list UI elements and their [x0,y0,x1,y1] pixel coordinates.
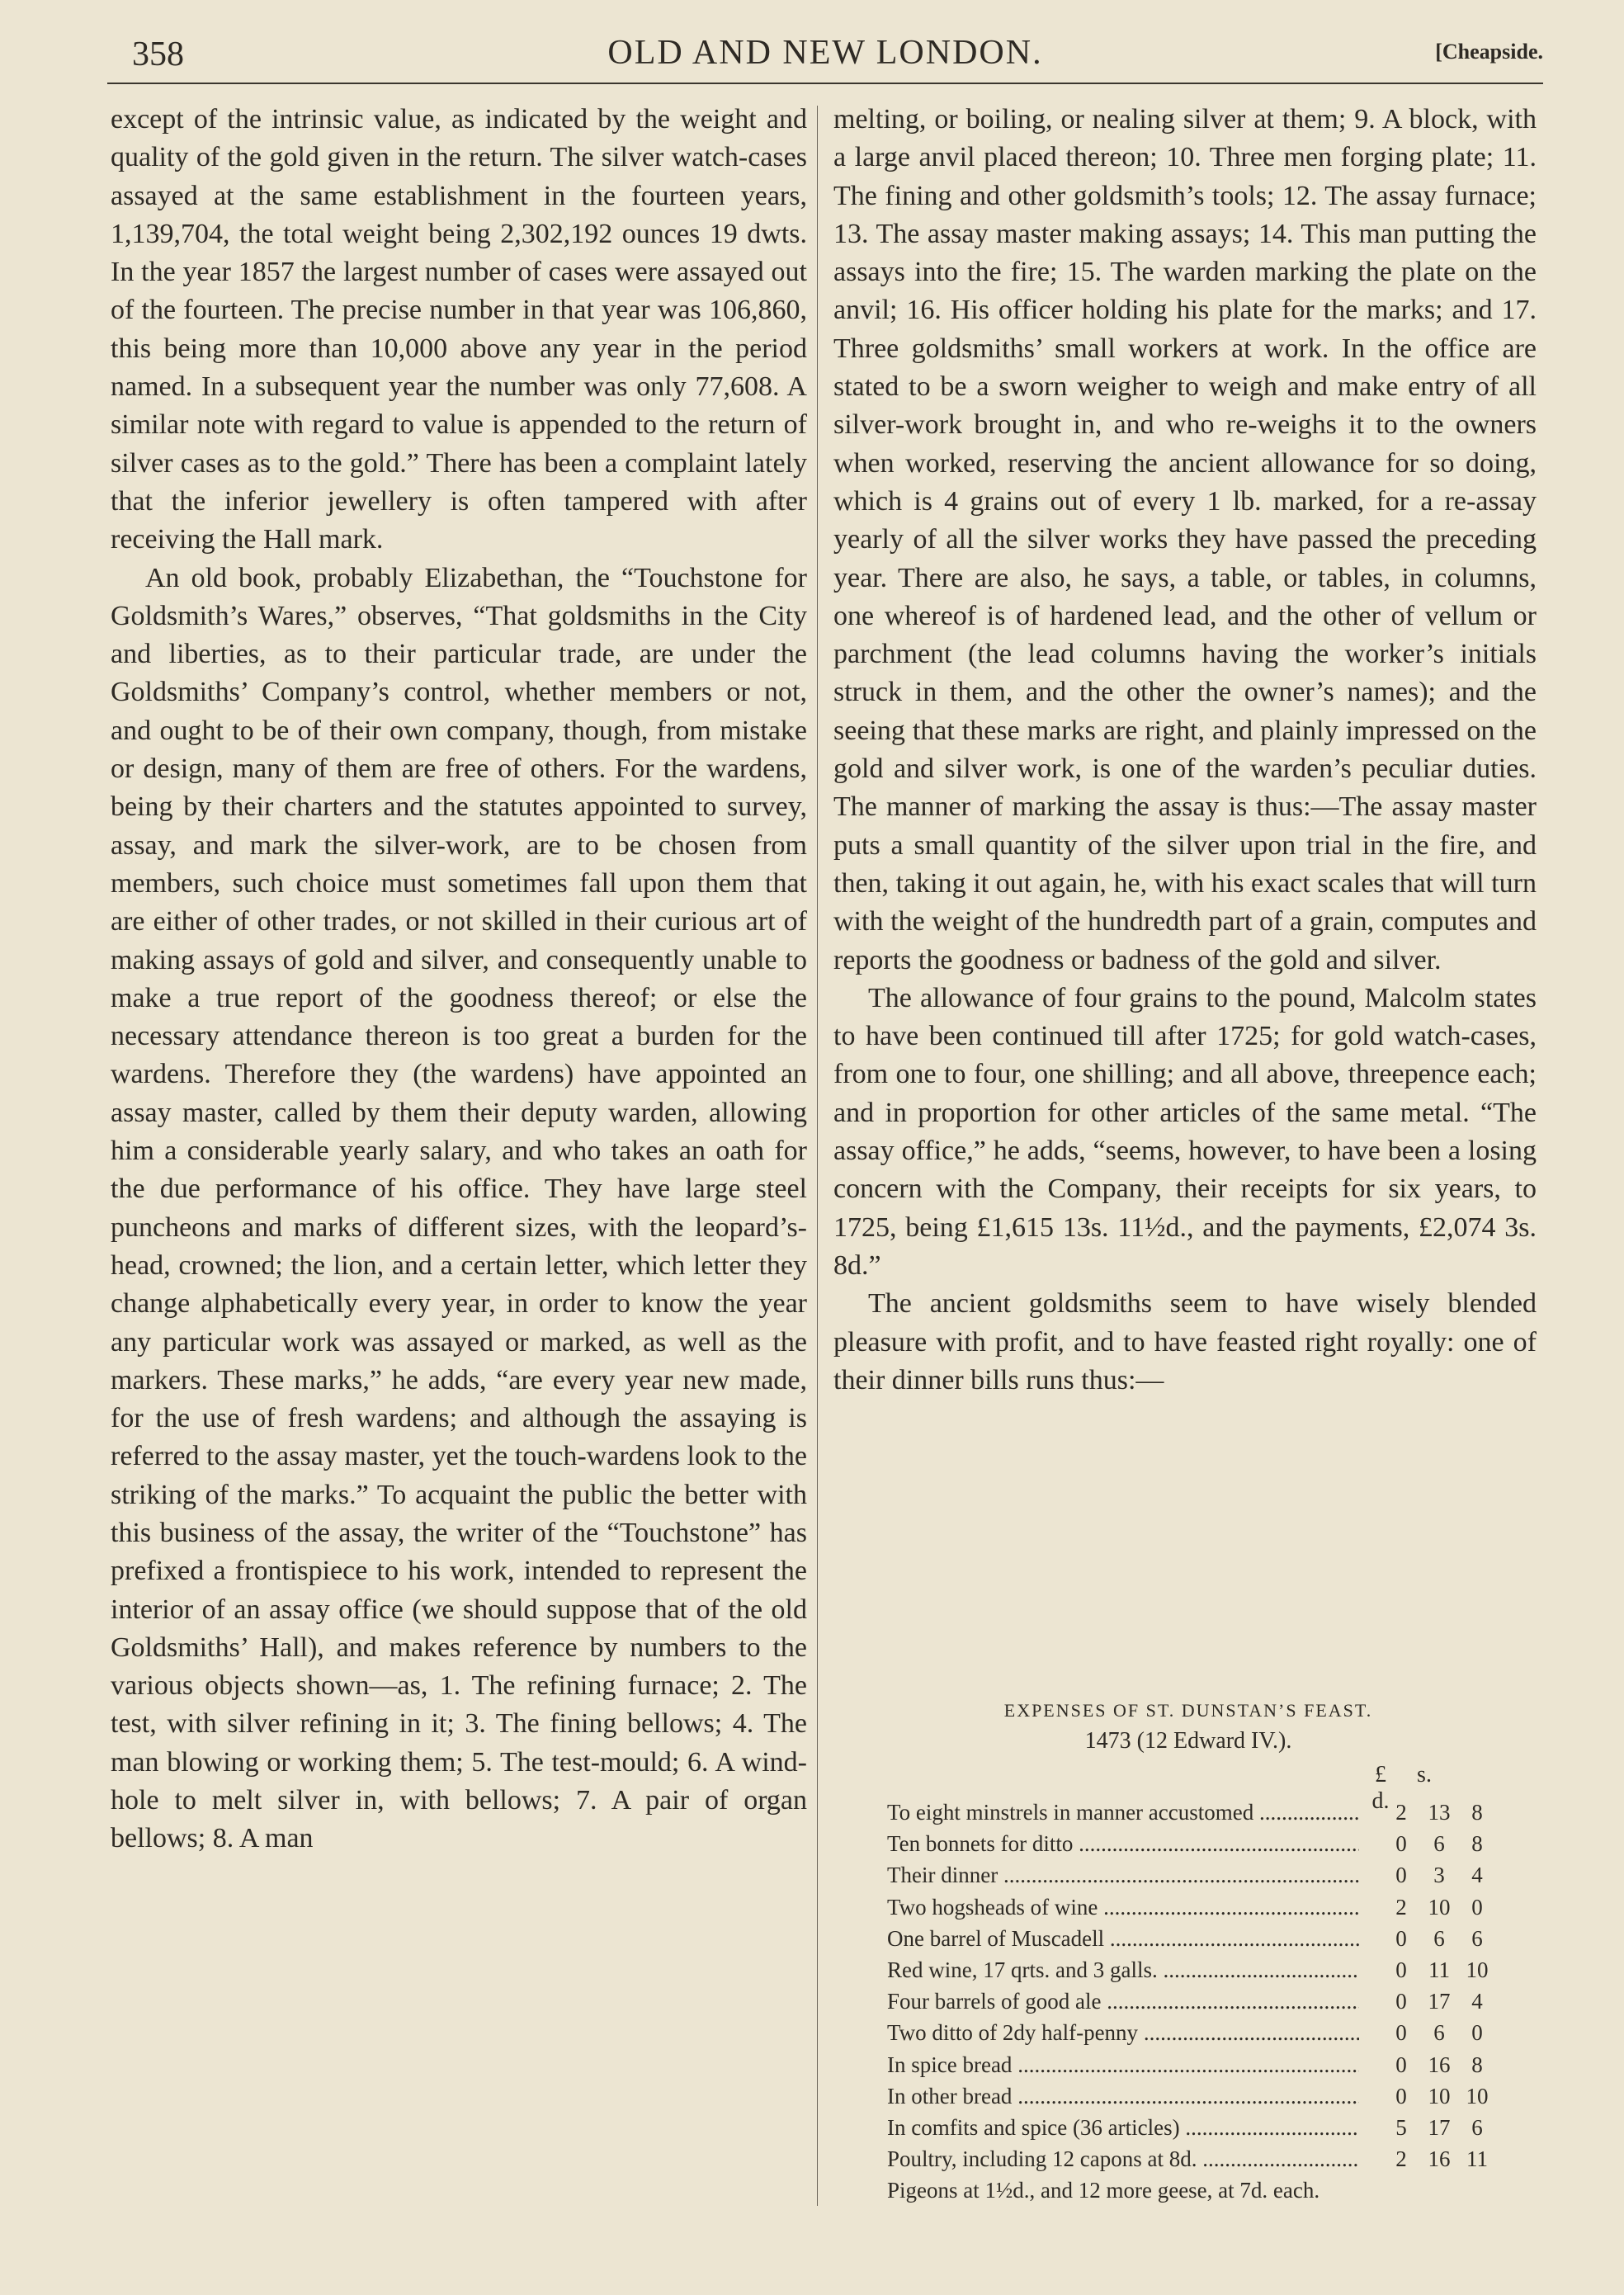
pence-value: 10 [1466,2083,1489,2108]
shillings-value: 16 [1428,2146,1451,2172]
shillings-value: 6 [1433,1831,1445,1857]
pounds-value: 0 [1395,2020,1407,2046]
table-row [887,1831,1531,1863]
table-row [887,1989,1531,2021]
table-row-item: Ten bonnets for ditto ..... [887,1831,1359,1857]
table-row [887,1895,1531,1927]
table-row [887,2020,1531,2052]
pence-value: 11 [1466,2146,1488,2172]
shillings-value: 16 [1428,2052,1451,2077]
table-row [887,1863,1531,1895]
table-row [887,2052,1531,2085]
pounds-value: 0 [1395,2052,1407,2077]
table-row-item: In other bread ..... [887,2084,1359,2109]
page-number: 358 [132,35,184,73]
pounds-value: 2 [1395,1800,1407,1825]
table-row [887,1957,1531,1990]
header-pence: d. [1371,1788,1390,1814]
pence-value: 8 [1471,1800,1483,1825]
header-rule [107,83,1543,84]
pounds-value: 0 [1395,2083,1407,2108]
pence-value: 8 [1471,1831,1483,1857]
pence-value: 10 [1466,1957,1489,1982]
pounds-value: 0 [1395,1989,1407,2014]
table-row [887,1800,1531,1832]
pence-value: 4 [1471,1863,1483,1888]
table-row-item: One barrel of Muscadell ..... [887,1926,1359,1952]
shillings-value: 3 [1433,1863,1445,1888]
header-pounds: £ [1375,1762,1386,1787]
pounds-value: 0 [1395,1957,1407,1982]
table-row [887,2115,1531,2147]
table-row [887,2146,1531,2179]
pounds-value: 2 [1395,1894,1407,1920]
header-shillings: s. [1417,1762,1432,1787]
paragraph: An old book, probably Elizabethan, the “Touchstone for Goldsmith’s Wares,” observes, “That goldsmiths in the City and liberties, as to their particular trade, are under the Goldsmiths’ Company’s control, whether members or not, and ought to be of their own company, though, from mistake or design, many of them are free of others. For the wardens, being by their charters and the statutes appointed to survey, assay, and mark the silver-work, are to be chosen from members, such choice must sometimes fall upon them that are either of other trades, or not skilled in their curious art of making assays of gold and silver, and consequently unable to make a true report of the goodness thereof; or else the necessary attendance thereon is too great a burden for the wardens. Therefore they (the wardens) have appointed an assay master, called by them their deputy warden, allowing him a considerable yearly salary, and who takes an oath for the due performance of his office. They have large steel puncheons and marks of different sizes, with the leopard’s-head, crowned; the lion, and a certain letter, which letter they change alphabetically every year, in order to know the year any particular work was assayed or marked, as well as the markers. These marks,” he adds, “are every year new made, for the use of fresh wardens; and although the assaying is referred to the assay master, yet the touch-wardens look to the striking of the marks.” To acquaint the public the better with this business of the assay, the writer of the “Touchstone” has prefixed a frontispiece to his work, intended to represent the interior of an assay office (we should suppose that of the old Goldsmiths’ Hall), and makes reference by numbers to the various objects shown—as, 1. The refining furnace; 2. The test, with silver refining in it; 3. The fining bellows; 4. The man blowing or working them; 5. The test-mould; 6. A wind-hole to melt silver in, with bellows; 7. A pair of organ bellows; 8. A man [111,562,807,1854]
shillings-value: 10 [1428,1894,1451,1920]
pounds-value: 0 [1395,1925,1407,1951]
table-title: EXPENSES OF ST. DUNSTAN’S FEAST. [1003,1700,1373,1721]
column-divider [817,106,818,2206]
paragraph: except of the intrinsic value, as indicated by the weight and quality of the gold given in the return. The silver watch-cases assayed at the same establishment in the fourteen years, 1,139,704, the total weight being 2,302,192 ounces 19 dwts. In the year 1857 the largest number of cases were assayed out of the fourteen. The precise number in that year was 106,860, this being more than 10,000 above any year in the period named. In a subsequent year the number was only 77,608. A similar note with regard to value is appended to the return of silver cases as to the gold.” There has been a complaint lately that the inferior jewellery is often tampered with after receiving the Hall mark. [111,104,807,555]
pence-value: 6 [1471,2115,1483,2140]
shillings-value: 13 [1428,1800,1451,1825]
table-row-item: Poultry, including 12 capons at 8d. ..... [887,2146,1359,2172]
table-row-item: Their dinner ..... [887,1863,1359,1888]
table-row-item: Red wine, 17 qrts. and 3 galls. ..... [887,1957,1359,1983]
table-row [887,2084,1531,2116]
shillings-value: 11 [1428,1957,1450,1982]
pence-value: 0 [1471,2020,1483,2046]
table-row-item: Two ditto of 2dy half-penny ..... [887,2020,1359,2046]
pence-value: 6 [1471,1925,1483,1951]
table-row [887,1926,1531,1958]
shillings-value: 17 [1428,2115,1451,2140]
pence-value: 0 [1471,1894,1483,1920]
pounds-value: 2 [1395,2146,1407,2172]
table-row-item: Two hogsheads of wine ..... [887,1895,1359,1920]
paragraph: The allowance of four grains to the pound, Malcolm states to have been continued till after 1725; for gold watch-cases, from one to four, one shilling; and all above, threepence each; and in proportion for other articles of the same metal. “The assay office,” he adds, “seems, however, to have been a losing concern with the Company, their receipts for six years, to 1725, being £1,615 13s. 11½d., and the payments, £2,074 3s. 8d.” [833,982,1537,1281]
table-row-item: In spice bread ..... [887,2052,1359,2078]
shillings-value: 17 [1428,1989,1451,2014]
shillings-value: 6 [1433,2020,1445,2046]
paragraph: melting, or boiling, or nealing silver at them; 9. A block, with a large anvil placed thereon; 10. Three men forging plate; 11. The fining and other goldsmith’s tools; 12. The assay furnace; 13. The assay master making assays; 14. This man putting the assays into the fire; 15. The warden marking the plate on the anvil; 16. His officer holding his plate for the marks; and 17. Three goldsmiths’ small workers at work. In the office are stated to be a sworn weigher to weigh and make entry of all silver-work brought in, and who re-weighs it to the owners when worked, reserving the ancient allowance for so doing, which is 4 grains out of every 1 lb. marked, for a re-assay yearly of all the silver works they have passed the preceding year. There are also, he says, a table, or tables, in columns, one whereof is of hardened lead, and the other of vellum or parchment (the lead columns having the worker’s initials struck in them, and the other the owner’s names); and the seeing that these marks are right, and plainly impressed on the gold and silver work, is one of the warden’s peculiar duties. The manner of marking the assay is thus:—The assay master puts a small quantity of the silver upon trial in the fire, and then, taking it out again, he, with his exact scales that will turn with the weight of the hundredth part of a grain, computes and reports the goodness or badness of the gold and silver. [833,104,1537,975]
pence-value: 8 [1471,2052,1483,2077]
running-title: OLD AND NEW LONDON. [607,34,1043,72]
section-tag: [Cheapside. [1435,40,1543,64]
table-last-line: Pigeons at 1½d., and 12 more geese, at 7d. each. [887,2178,1320,2203]
table-row-item: In comfits and spice (36 articles) ..... [887,2115,1359,2141]
table-subtitle: 1473 (12 Edward IV.). [1084,1728,1292,1754]
pounds-value: 5 [1395,2115,1407,2140]
pence-value: 4 [1471,1989,1483,2014]
left-column [111,101,807,1858]
right-column [833,101,1537,1400]
pounds-value: 0 [1395,1831,1407,1857]
table-row-item: To eight minstrels in manner accustomed ..... [887,1800,1359,1825]
table-row-item: Four barrels of good ale ..... [887,1989,1359,2014]
shillings-value: 10 [1428,2083,1451,2108]
shillings-value: 6 [1433,1925,1445,1951]
page-header [107,30,1543,76]
paragraph: The ancient goldsmiths seem to have wisely blended pleasure with profit, and to have feasted right royally: one of their dinner bills runs thus:— [833,1288,1537,1395]
pounds-value: 0 [1395,1863,1407,1888]
